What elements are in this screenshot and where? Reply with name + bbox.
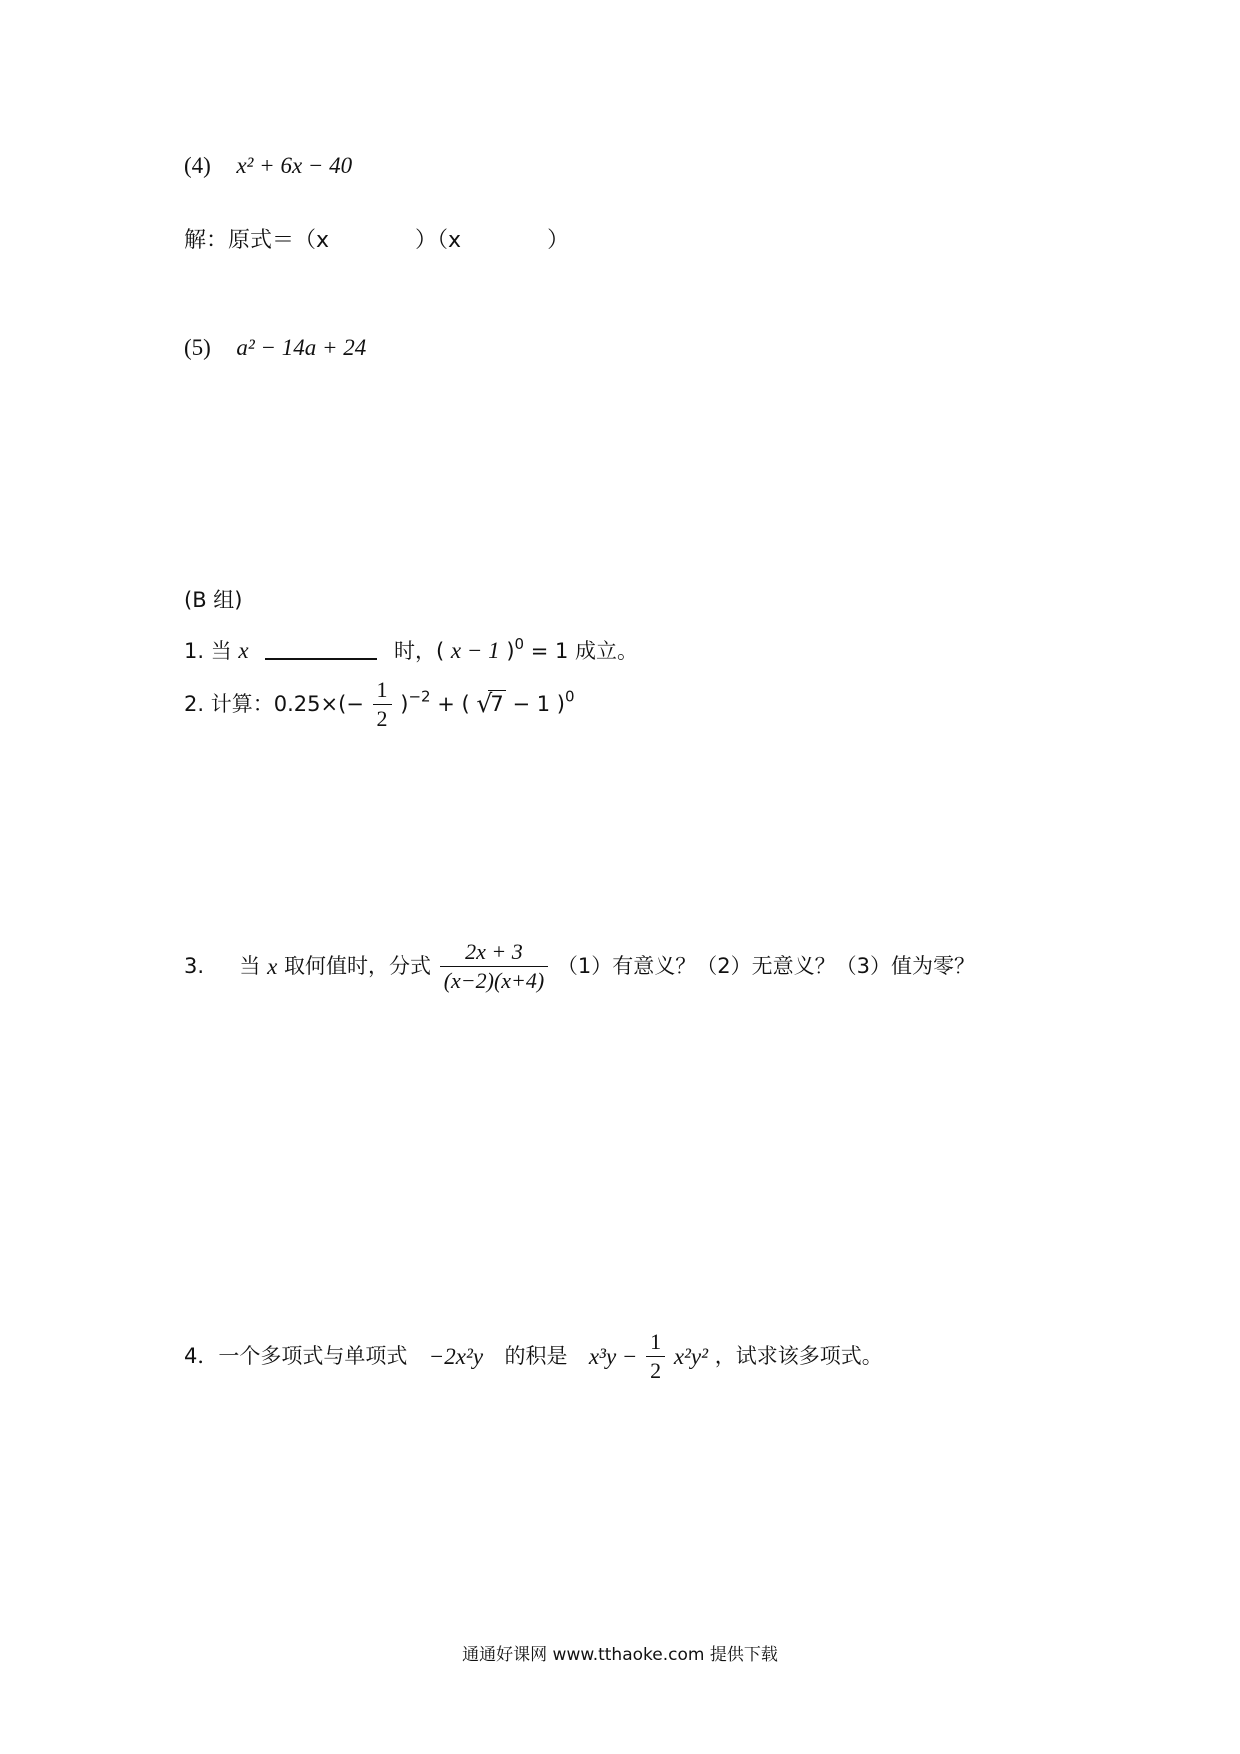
group-b-item-1 xyxy=(184,635,639,663)
item-1-prefix: 1. 当 xyxy=(184,639,232,663)
item-2-prefix: 2. 计算：0.25×(− xyxy=(184,692,364,717)
question-5 xyxy=(184,336,366,359)
item-3-text2: 取何值时，分式 xyxy=(284,954,432,979)
item-4-fraction xyxy=(646,1330,665,1383)
item-3-var: x xyxy=(267,954,278,980)
item-2-minus-one: − 1 ) xyxy=(512,692,565,717)
solution-middle: ）（x xyxy=(415,228,462,253)
item-2-exponent-1: −2 xyxy=(408,687,431,706)
item-4-poly-end: x²y² xyxy=(673,1344,709,1370)
item-2-close: ) xyxy=(400,692,409,717)
page-footer: 通通好课网 www.tthaoke.com 提供下载 xyxy=(462,1645,778,1665)
item-1-exponent: 0 xyxy=(514,635,525,653)
item-3-fraction xyxy=(440,940,549,993)
item-1-var: x xyxy=(238,638,249,663)
item-2-frac-den: 2 xyxy=(376,706,388,732)
group-b-header: (B 组) xyxy=(184,588,243,612)
item-1-after-blank: 时，( xyxy=(394,639,445,663)
item-4-tail: ，试求该多项式。 xyxy=(714,1344,883,1369)
item-1-answer-blank[interactable] xyxy=(265,638,377,660)
group-b-item-4 xyxy=(184,1330,883,1383)
item-3-frac-den: (x−2)(x+4) xyxy=(443,968,545,994)
item-3-tail: （1）有意义？（2）无意义？（3）值为零？ xyxy=(556,954,976,979)
item-4-monomial: −2x²y xyxy=(428,1344,484,1370)
item-4-text-mid: 的积是 xyxy=(504,1344,568,1369)
item-2-sqrt xyxy=(476,689,505,719)
item-4-prefix: 4．一个多项式与单项式 xyxy=(184,1344,408,1369)
solution-line xyxy=(184,230,569,252)
sqrt-icon: √ xyxy=(476,689,493,719)
item-4-frac-num: 1 xyxy=(646,1330,665,1357)
item-2-plus: + ( xyxy=(437,692,470,717)
item-4-frac-den: 2 xyxy=(650,1358,662,1384)
question-5-expression: a² − 14a + 24 xyxy=(236,335,367,360)
item-2-sqrt-value: 7 xyxy=(490,692,504,717)
item-1-inner: x − 1 xyxy=(450,638,500,663)
group-b-item-2 xyxy=(184,678,575,731)
item-3-text1: 当 xyxy=(239,954,261,979)
item-1-tail: = 1 成立。 xyxy=(530,639,639,663)
item-2-frac-num: 1 xyxy=(373,678,392,705)
group-b-item-3 xyxy=(184,940,975,993)
question-4-expression: x² + 6x − 40 xyxy=(236,153,353,178)
question-4-label: (4) xyxy=(184,153,211,178)
item-4-poly-start: x³y − xyxy=(588,1344,638,1370)
item-2-fraction xyxy=(373,678,392,731)
item-2-exponent-2: 0 xyxy=(564,687,575,706)
question-5-label: (5) xyxy=(184,335,211,360)
item-3-prefix: 3. xyxy=(184,954,205,979)
solution-suffix: ） xyxy=(547,228,570,253)
item-1-close: ) xyxy=(506,639,515,663)
item-3-frac-num: 2x + 3 xyxy=(440,940,549,967)
question-4 xyxy=(184,154,352,177)
solution-prefix: 解：原式＝（x xyxy=(184,228,330,253)
